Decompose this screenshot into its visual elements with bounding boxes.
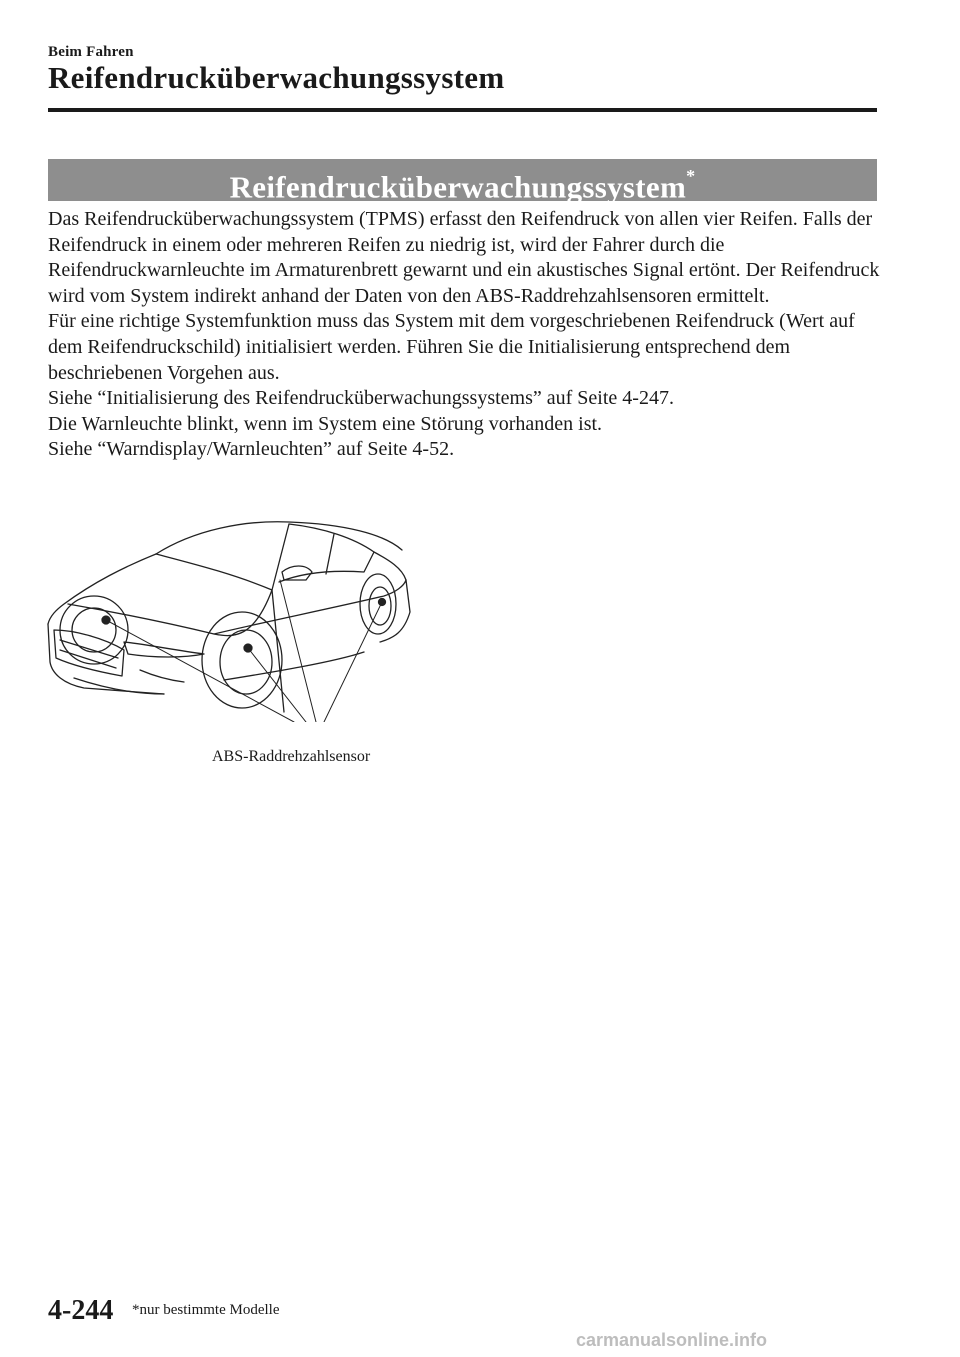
paragraph-tpms-description: Das Reifendrucküberwachungssystem (TPMS) erfasst den Reifendruck von allen vier Reifen. Falls der Reifendruck in einem oder mehreren Reifen zu niedrig ist, wird der Fahrer durch die Reifendruckwarnleuchte im Armaturenbrett gewarnt und ein akustisches Signal ertönt. Der Reifendruck wird vom System indirekt anhand der Daten von den ABS-Raddrehzahlsensoren ermittelt. <box>48 208 880 307</box>
page-title: Reifendrucküberwachungssystem <box>48 60 505 95</box>
car-roof-outline <box>156 522 402 554</box>
footnote: *nur bestimmte Modelle <box>132 1302 280 1318</box>
side-mirror <box>282 566 312 580</box>
car-headlight <box>124 642 204 657</box>
car-sensor-illustration <box>44 512 416 722</box>
paragraph-warning-light: Die Warnleuchte blinkt, wenn im System eine Störung vorhanden ist. <box>48 412 603 435</box>
paragraph-initialization: Für eine richtige Systemfunktion muss das System mit dem vorgeschriebenen Reifendruck (Wert auf dem Reifendruckschild) initialisiert werden. Führen Sie die Initialisierung entsprechend dem beschriebenen Vorgehen aus. <box>48 310 855 384</box>
section-title: Reifendrucküberwachungssystem <box>229 169 687 205</box>
body-text <box>48 207 888 463</box>
car-grille <box>54 630 124 676</box>
header-divider <box>48 108 877 112</box>
reference-warning-display: Siehe “Warndisplay/Warnleuchten” auf Seite 4-52. <box>48 438 455 461</box>
section-banner <box>48 159 877 205</box>
sensor-leader-lines <box>106 580 382 722</box>
header-section-label: Beim Fahren <box>48 44 134 60</box>
front-left-wheel <box>60 596 128 664</box>
optional-equipment-marker: * <box>686 166 696 186</box>
car-windshield <box>156 524 289 590</box>
page-number: 4-244 <box>48 1295 114 1326</box>
watermark: carmanualsonline.info <box>576 1330 768 1350</box>
figure-caption: ABS-Raddrehzahlsensor <box>212 748 371 765</box>
car-side-body <box>214 580 410 642</box>
reference-initialization: Siehe “Initialisierung des Reifendrucküberwachungssystems” auf Seite 4-247. <box>48 387 674 410</box>
